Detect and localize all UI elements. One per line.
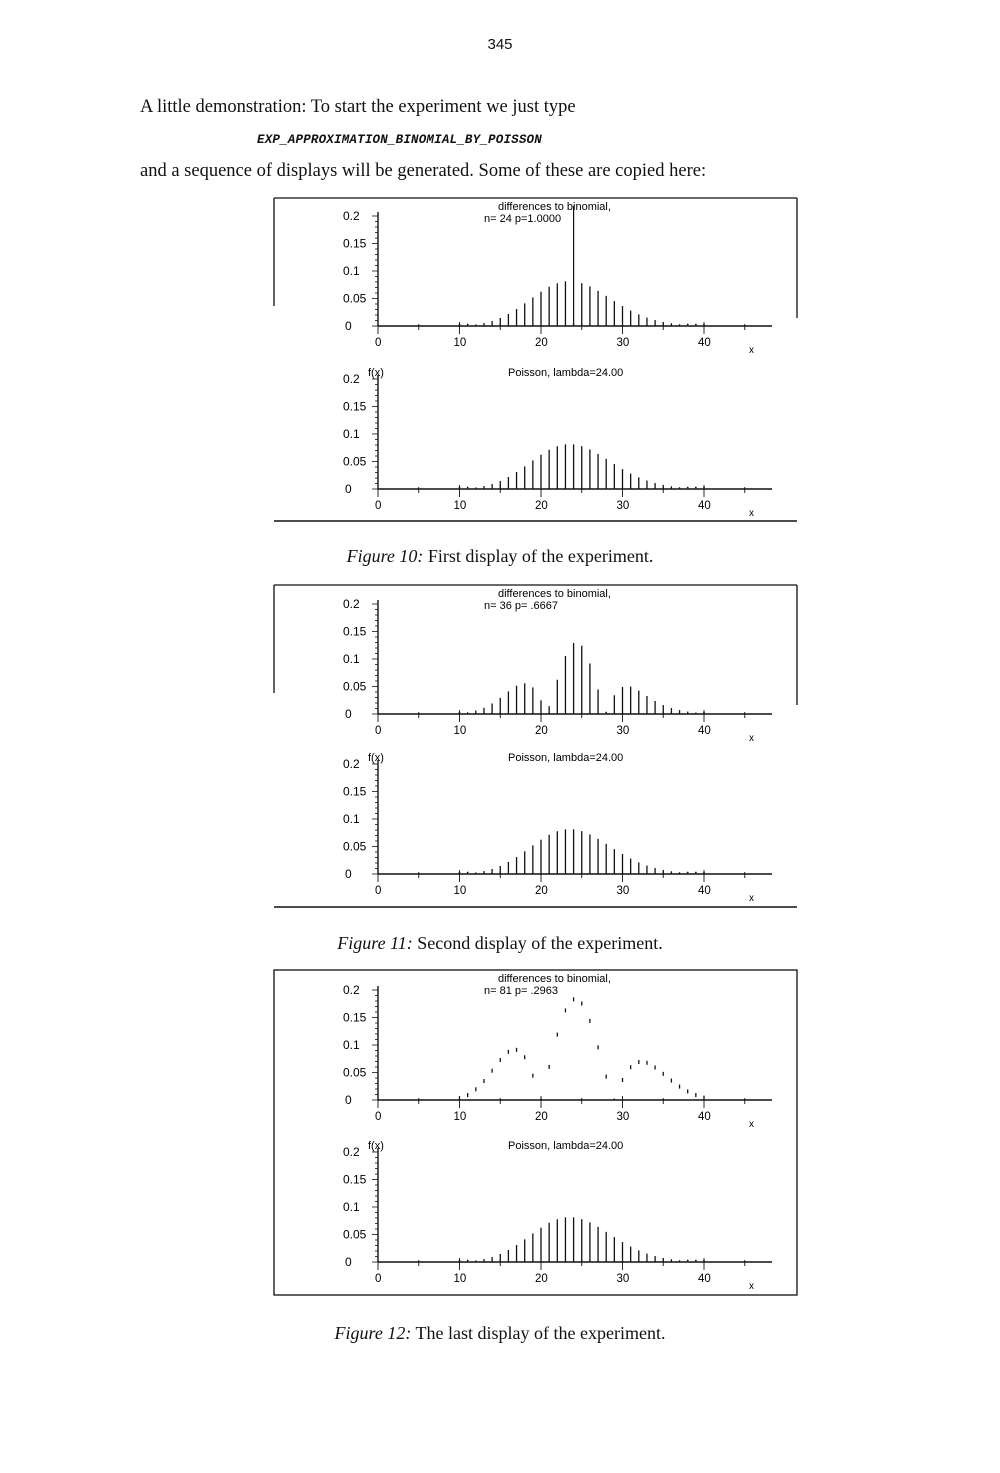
fig10-upper-x-axis-label: x [749,345,754,356]
fig11-lower-x-tick-label: 0 [375,885,382,897]
fig11-upper-x-tick-label: 20 [535,725,548,737]
fig12-lower-y-tick-label: 0.2 [343,1145,360,1159]
figure-12-label: Figure 12: [334,1323,412,1343]
fig12-upper-title-1: differences to binomial, [498,973,611,985]
fig11-upper-x-tick-label: 10 [453,725,467,737]
fig11-lower-x-axis-label: x [749,893,754,904]
fig10-lower-y-tick-label: 0 [345,482,352,496]
fig12-upper-y-tick-label: 0.05 [343,1065,367,1080]
fig10-upper-y-tick-label: 0.2 [343,209,360,223]
figure-10-caption [0,546,1000,567]
fig11-upper-x-tick-label: 40 [698,725,711,737]
fig11-upper-title-2: n= 36 p= .6667 [484,600,559,612]
fig11-upper-y-tick-label: 0 [345,707,352,721]
fig10-lower-y-tick-label: 0.15 [343,399,367,414]
fig12-upper-title-2: n= 81 p= .2963 [484,985,559,997]
fig10-upper-y-tick-label: 0.15 [343,236,367,251]
figure-12-caption-text: The last display of the experiment. [415,1323,666,1343]
fig12-lower-ylabel: f(x) [368,1140,384,1152]
fig11-lower-y-tick-label: 0.05 [343,839,367,854]
fig11-upper-y-tick-label: 0.1 [343,652,360,666]
fig11-upper-x-axis-label: x [749,733,754,744]
fig12-upper-y-tick-label: 0 [345,1093,352,1107]
fig11-upper-x-tick-label: 30 [616,725,630,737]
intro-paragraph: A little demonstration: To start the experiment we just type [140,97,576,117]
fig10-upper-x-tick-label: 40 [698,337,711,349]
fig12-lower-x-tick-label: 10 [453,1273,467,1285]
fig11-lower-x-tick-label: 20 [535,885,548,897]
fig12-lower-title: Poisson, lambda=24.00 [508,1140,624,1152]
figure-12-caption [0,1323,1000,1344]
figure-11-caption [0,933,1000,954]
fig11-lower-y-tick-label: 0.2 [343,757,360,771]
fig12-upper-x-axis-label: x [749,1119,754,1130]
fig12-upper-x-tick-label: 30 [616,1111,630,1123]
fig10-lower-y-tick-label: 0.2 [343,372,360,386]
fig10-lower-x-tick-label: 0 [375,500,382,512]
fig11-upper-y-tick-label: 0.05 [343,679,367,694]
fig12-lower-bar-11 [467,1260,469,1262]
fig12-lower-bar-38 [687,1260,689,1262]
page-number: 345 [487,36,513,53]
fig11-lower-y-tick-label: 0 [345,867,352,881]
fig10-upper-y-tick-label: 0 [345,319,352,333]
fig12-lower-x-tick-label: 40 [698,1273,711,1285]
fig12-lower-y-tick-label: 0.1 [343,1200,360,1214]
command-text: EXP_APPROXIMATION_BINOMIAL_BY_POISSON [257,133,542,147]
fig12-upper-x-tick-label: 20 [535,1111,548,1123]
fig11-lower-ylabel: f(x) [368,752,384,764]
fig10-lower-title: Poisson, lambda=24.00 [508,367,624,379]
fig10-lower-x-tick-label: 30 [616,500,630,512]
fig10-upper-x-tick-label: 20 [535,337,548,349]
fig10-lower-x-tick-label: 40 [698,500,711,512]
fig10-upper-y-tick-label: 0.05 [343,291,367,306]
fig12-lower-y-tick-label: 0.05 [343,1227,367,1242]
fig11-upper-y-tick-label: 0.2 [343,597,360,611]
fig12-lower-bar-40 [703,1260,705,1262]
fig11-lower-y-tick-label: 0.1 [343,812,360,826]
figure-10-caption-text: First display of the experiment. [427,546,654,566]
fig10-lower-x-tick-label: 20 [535,500,548,512]
fig11-upper-x-tick-label: 0 [375,725,382,737]
fig10-upper-y-tick-label: 0.1 [343,264,360,278]
fig11-lower-y-tick-label: 0.15 [343,784,367,799]
fig11-upper-title-1: differences to binomial, [498,588,611,600]
fig12-upper-y-tick-label: 0.2 [343,983,360,997]
fig12-upper-x-tick-label: 10 [453,1111,467,1123]
fig12-upper-x-tick-label: 0 [375,1111,382,1123]
sequence-paragraph: and a sequence of displays will be generated. Some of these are copied here: [140,161,707,181]
fig12-lower-x-tick-label: 0 [375,1273,382,1285]
fig12-upper-x-tick-label: 40 [698,1111,711,1123]
fig12-upper-y-tick-label: 0.15 [343,1010,367,1025]
fig12-lower-x-axis-label: x [749,1281,754,1292]
fig11-lower-x-tick-label: 40 [698,885,711,897]
fig12-lower-bar-10 [459,1260,461,1262]
figure-11-caption-text: Second display of the experiment. [417,933,663,953]
fig10-lower-y-tick-label: 0.1 [343,427,360,441]
fig10-lower-x-tick-label: 10 [453,500,467,512]
fig12-lower-bar-39 [695,1260,697,1262]
fig10-upper-title-2: n= 24 p=1.0000 [484,213,562,225]
figure-11-label: Figure 11: [337,933,413,953]
fig10-upper-x-tick-label: 0 [375,337,382,349]
fig10-upper-title-1: differences to binomial, [498,201,611,213]
fig10-upper-x-tick-label: 30 [616,337,630,349]
fig12-lower-y-tick-label: 0 [345,1255,352,1269]
fig11-lower-x-tick-label: 30 [616,885,630,897]
fig10-lower-ylabel: f(x) [368,367,384,379]
figure-10-label: Figure 10: [346,546,424,566]
fig12-upper-y-tick-label: 0.1 [343,1038,360,1052]
fig12-lower-x-tick-label: 30 [616,1273,630,1285]
fig11-upper-y-tick-label: 0.15 [343,624,367,639]
fig11-lower-title: Poisson, lambda=24.00 [508,752,624,764]
fig12-lower-x-tick-label: 20 [535,1273,548,1285]
fig12-lower-y-tick-label: 0.15 [343,1172,367,1187]
fig11-lower-x-tick-label: 10 [453,885,467,897]
fig10-upper-x-tick-label: 10 [453,337,467,349]
fig10-lower-y-tick-label: 0.05 [343,454,367,469]
fig10-lower-x-axis-label: x [749,508,754,519]
